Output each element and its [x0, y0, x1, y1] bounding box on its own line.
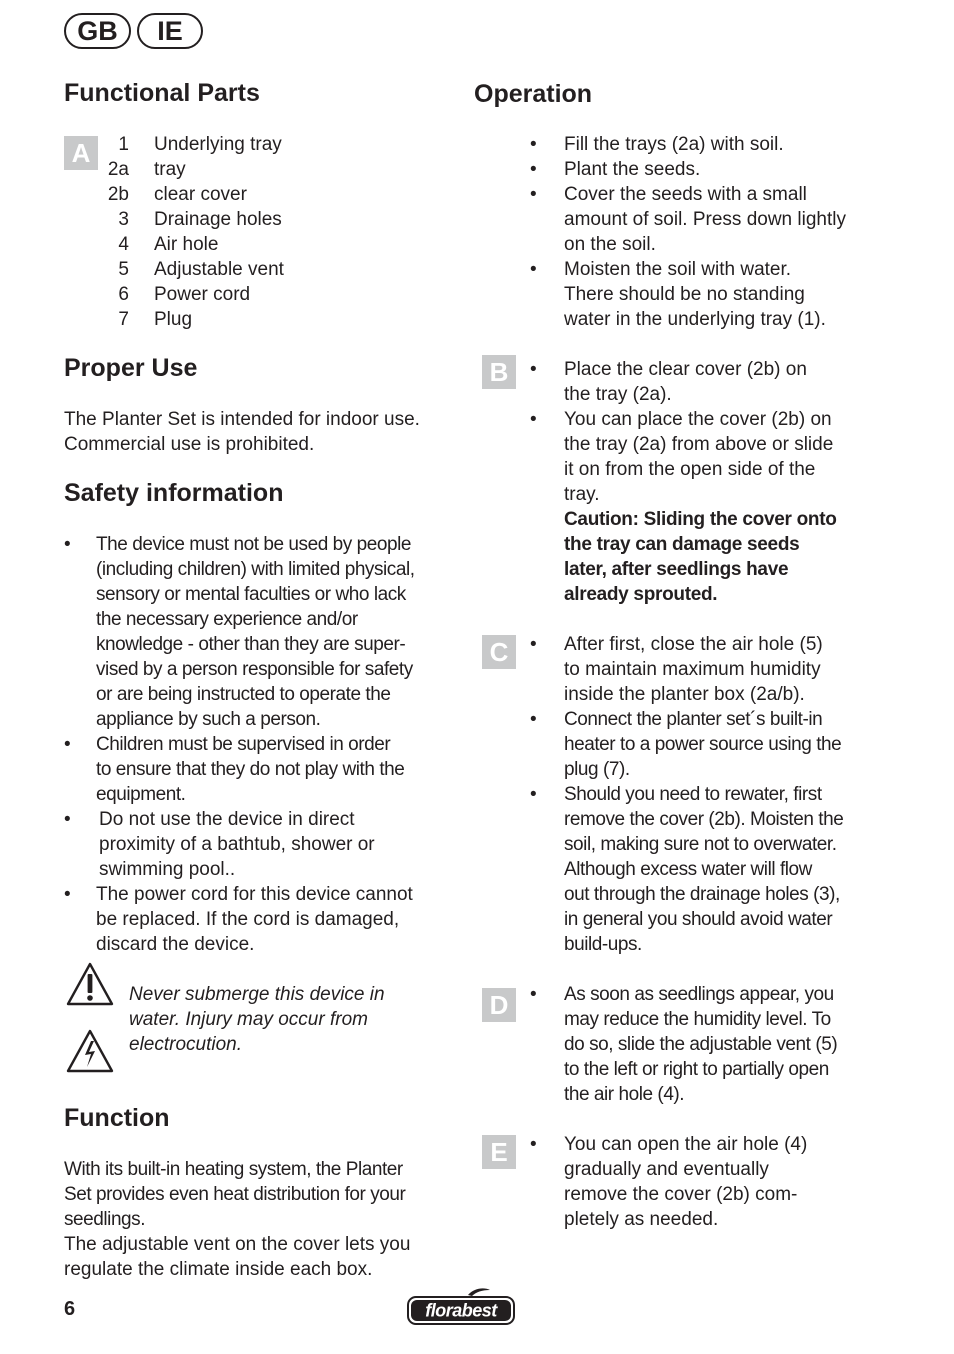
caution-line: the tray can damage seeds	[564, 534, 800, 555]
bullet-line: proximity of a bathtub, shower or	[99, 834, 375, 855]
part-number: 2b	[107, 184, 129, 205]
bullet-line: heater to a power source using the	[564, 734, 842, 755]
bullet-line: (including children) with limited physical,	[96, 559, 415, 580]
bullet-dot: •	[64, 734, 71, 755]
safety-bullet	[64, 882, 449, 957]
caution-note	[564, 507, 865, 607]
page-number: 6	[64, 1298, 76, 1320]
parts-list-item	[64, 132, 364, 157]
parts-list-item	[64, 257, 364, 282]
bullet-line: the necessary experience and/or	[96, 609, 358, 630]
parts-list-item	[64, 157, 364, 182]
bullet-line: or are being instructed to operate the	[96, 684, 391, 705]
bullet-line: the tray (2a) from above or slide	[564, 434, 834, 455]
bullet-dot: •	[530, 409, 537, 430]
part-number: 7	[118, 309, 129, 330]
parts-list-item	[64, 282, 364, 307]
bullet-line: You can open the air hole (4)	[564, 1134, 808, 1155]
bullet-line: Moisten the soil with water.	[564, 259, 792, 280]
function-title: Function	[64, 1104, 170, 1132]
bullet-dot: •	[530, 709, 537, 730]
safety-information-title: Safety information	[64, 479, 284, 507]
bullet-item	[530, 782, 865, 957]
safety-bullet	[64, 532, 449, 732]
bullet-item	[530, 132, 865, 157]
bullet-line: swimming pool..	[99, 859, 236, 880]
bullet-dot: •	[530, 784, 537, 805]
bullet-line: Should you need to rewater, first	[564, 784, 822, 805]
warning-text	[129, 982, 449, 1057]
bullet-dot: •	[530, 159, 537, 180]
bullet-dot: •	[530, 259, 537, 280]
caution-line: Caution: Sliding the cover onto	[564, 509, 837, 530]
part-label: Power cord	[154, 284, 251, 305]
proper-use-text	[64, 407, 454, 457]
part-label: Adjustable vent	[154, 259, 284, 280]
bullet-line: gradually and eventually	[564, 1159, 769, 1180]
part-number: 4	[118, 234, 129, 255]
bullet-line: on the soil.	[564, 234, 656, 255]
bullet-line: After first, close the air hole (5)	[564, 634, 823, 655]
bullet-line: remove the cover (2b). Moisten the	[564, 809, 844, 830]
lang-badge-ie: IE	[137, 13, 203, 49]
safety-bullet	[64, 732, 449, 807]
bullet-line: the tray (2a).	[564, 384, 672, 405]
bullet-item	[530, 407, 865, 507]
bullet-dot: •	[64, 809, 71, 830]
bullet-item	[530, 182, 865, 257]
bullet-line: The device must not be used by people	[96, 534, 412, 555]
figure-label-d: D	[482, 988, 516, 1022]
bullet-dot: •	[530, 359, 537, 380]
operation-group-b	[530, 357, 865, 607]
bullet-line: build-ups.	[564, 934, 642, 955]
bullet-line: water in the underlying tray (1).	[564, 309, 826, 330]
bullet-line: Plant the seeds.	[564, 159, 701, 180]
bullet-line: Fill the trays (2a) with soil.	[564, 134, 784, 155]
bullet-line: Place the clear cover (2b) on	[564, 359, 807, 380]
operation-group-1	[530, 132, 865, 332]
warning-line: water. Injury may occur from	[129, 1009, 368, 1030]
parts-list-item	[64, 307, 364, 332]
bullet-line: do so, slide the adjustable vent (5)	[564, 1034, 838, 1055]
function-line: Set provides even heat distribution for your	[64, 1184, 406, 1205]
bullet-line: in general you should avoid water	[564, 909, 833, 930]
bullet-line: discard the device.	[96, 934, 255, 955]
bullet-line: vised by a person responsible for safety	[96, 659, 413, 680]
bullet-item	[530, 632, 865, 707]
figure-label-c: C	[482, 635, 516, 669]
operation-group-d	[530, 982, 865, 1107]
bullet-line: to the left or right to partially open	[564, 1059, 829, 1080]
bullet-line: plug (7).	[564, 759, 630, 780]
bullet-line: the air hole (4).	[564, 1084, 685, 1105]
bullet-line: The power cord for this device cannot	[96, 884, 413, 905]
bullet-line: knowledge - other than they are super-	[96, 634, 406, 655]
bullet-dot: •	[530, 134, 537, 155]
bullet-line: pletely as needed.	[564, 1209, 719, 1230]
bullet-line: remove the cover (2b) com-	[564, 1184, 798, 1205]
operation-title: Operation	[474, 80, 593, 108]
bullet-dot: •	[64, 884, 71, 905]
function-line: regulate the climate inside each box.	[64, 1259, 373, 1280]
bullet-dot: •	[64, 534, 71, 555]
bullet-line: be replaced. If the cord is damaged,	[96, 909, 400, 930]
function-line: With its built-in heating system, the Planter	[64, 1159, 403, 1180]
function-text	[64, 1157, 459, 1282]
caution-line: already sprouted.	[564, 584, 718, 605]
bullet-line: As soon as seedlings appear, you	[564, 984, 834, 1005]
parts-list-item	[64, 207, 364, 232]
figure-label-b: B	[482, 355, 516, 389]
warning-line: Never submerge this device in	[129, 984, 385, 1005]
bullet-line: appliance by such a person.	[96, 709, 321, 730]
bullet-line: Children must be supervised in order	[96, 734, 391, 755]
exclamation-warning-icon	[65, 961, 115, 1007]
part-number: 1	[118, 134, 129, 155]
part-label: Plug	[154, 309, 193, 330]
part-label: clear cover	[154, 184, 247, 205]
bullet-dot: •	[530, 984, 537, 1005]
bullet-line: Connect the planter set´s built-in	[564, 709, 823, 730]
bullet-dot: •	[530, 634, 537, 655]
caution-line: later, after seedlings have	[564, 559, 789, 580]
proper-use-title: Proper Use	[64, 354, 198, 382]
part-number: 5	[118, 259, 129, 280]
parts-list-item	[64, 182, 364, 207]
bullet-line: Although excess water will flow	[564, 859, 812, 880]
bullet-line: to maintain maximum humidity	[564, 659, 821, 680]
bullet-item	[530, 1132, 865, 1232]
part-label: tray	[154, 159, 186, 180]
bullet-line: may reduce the humidity level. To	[564, 1009, 831, 1030]
parts-list	[64, 132, 364, 332]
florabest-logo	[406, 1286, 516, 1326]
bullet-line: inside the planter box (2a/b).	[564, 684, 805, 705]
bullet-line: You can place the cover (2b) on	[564, 409, 832, 430]
bullet-line: out through the drainage holes (3),	[564, 884, 840, 905]
bullet-item	[530, 707, 865, 782]
parts-list-item	[64, 232, 364, 257]
lang-badge-gb: GB	[64, 13, 131, 49]
bullet-line: equipment.	[96, 784, 186, 805]
part-label: Air hole	[154, 234, 219, 255]
bullet-line: to ensure that they do not play with the	[96, 759, 405, 780]
part-label: Drainage holes	[154, 209, 282, 230]
part-number: 2a	[107, 159, 129, 180]
operation-group-c	[530, 632, 865, 957]
part-number: 3	[118, 209, 129, 230]
safety-bullets	[64, 532, 449, 957]
part-number: 6	[118, 284, 129, 305]
proper-use-line: The Planter Set is intended for indoor use.	[64, 409, 420, 430]
figure-label-e: E	[482, 1135, 516, 1169]
operation-group-e	[530, 1132, 865, 1232]
bullet-line: soil, making sure not to overwater.	[564, 834, 837, 855]
bullet-dot: •	[530, 184, 537, 205]
proper-use-line: Commercial use is prohibited.	[64, 434, 315, 455]
svg-text:florabest: florabest	[425, 1300, 497, 1321]
warning-line: electrocution.	[129, 1034, 243, 1055]
bullet-line: Cover the seeds with a small	[564, 184, 807, 205]
functional-parts-title: Functional Parts	[64, 79, 260, 107]
bullet-line: There should be no standing	[564, 284, 805, 305]
safety-bullet	[64, 807, 449, 882]
bullet-line: amount of soil. Press down lightly	[564, 209, 846, 230]
electric-shock-warning-icon	[65, 1028, 115, 1074]
bullet-line: tray.	[564, 484, 600, 505]
bullet-item	[530, 257, 865, 332]
figure-label-a: A	[64, 136, 98, 170]
bullet-line: sensory or mental faculties or who lack	[96, 584, 406, 605]
function-line: The adjustable vent on the cover lets you	[64, 1234, 411, 1255]
bullet-item	[530, 982, 865, 1107]
bullet-dot: •	[530, 1134, 537, 1155]
bullet-line: Do not use the device in direct	[99, 809, 355, 830]
part-label: Underlying tray	[154, 134, 282, 155]
bullet-item	[530, 357, 865, 407]
function-line: seedlings.	[64, 1209, 146, 1230]
bullet-item	[530, 157, 865, 182]
bullet-line: it on from the open side of the	[564, 459, 816, 480]
